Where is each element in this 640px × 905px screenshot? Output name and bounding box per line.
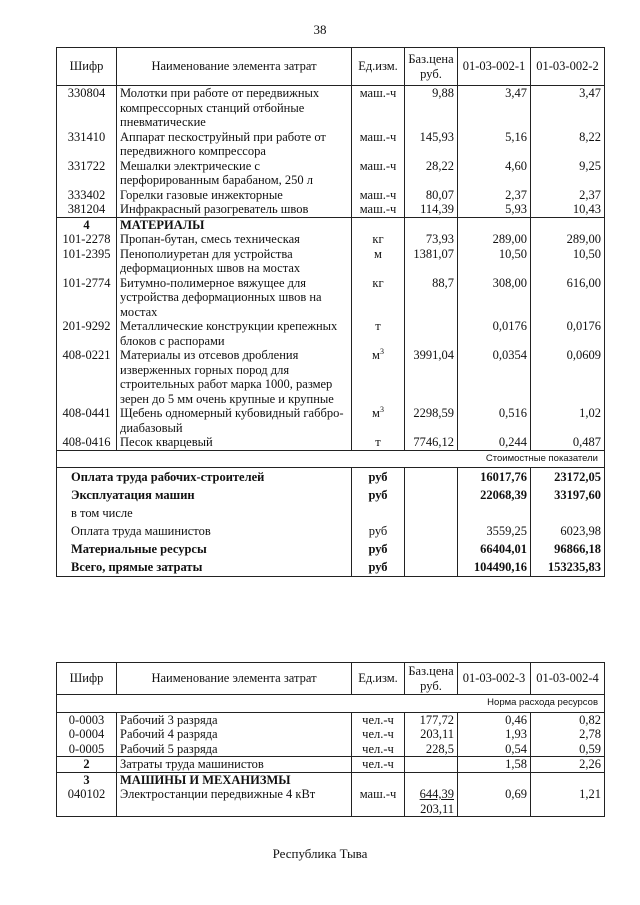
row-code: 0-0004 bbox=[57, 727, 117, 742]
section-row bbox=[57, 772, 605, 787]
row-code: 101-2278 bbox=[57, 232, 117, 247]
row-unit: маш.-ч bbox=[352, 202, 405, 217]
section-row bbox=[57, 217, 605, 232]
summary-name: Оплата труда машинистов bbox=[57, 522, 352, 540]
row-price: 7746,12 bbox=[405, 435, 458, 450]
row-norm-1: 5,16 bbox=[458, 130, 531, 159]
table-row bbox=[57, 727, 605, 742]
col-unit-header: Ед.изм. bbox=[352, 663, 405, 695]
row-unit: чел.-ч bbox=[352, 712, 405, 727]
row-norm-1: 0,0354 bbox=[458, 348, 531, 406]
section-title: Затраты труда машинистов bbox=[117, 757, 352, 773]
summary-value-1: 16017,76 bbox=[458, 468, 531, 487]
row-code: 101-2774 bbox=[57, 276, 117, 320]
row-norm-2: 8,22 bbox=[531, 130, 605, 159]
summary-row bbox=[57, 504, 605, 522]
row-norm-2: 2,78 bbox=[531, 727, 605, 742]
section-title: МАШИНЫ И МЕХАНИЗМЫ bbox=[117, 772, 352, 787]
row-name: Молотки при работе от передвижных компрессорных станций отбойные пневматические bbox=[117, 86, 352, 130]
summary-unit: руб bbox=[352, 522, 405, 540]
row-code: 0-0003 bbox=[57, 712, 117, 727]
row-norm-1: 0,244 bbox=[458, 435, 531, 450]
row-name: Материалы из отсевов дробления изверженных горных пород для строительных работ марка 1000, размер зерен до 5 мм очень крупные и крупные bbox=[117, 348, 352, 406]
row-code: 408-0416 bbox=[57, 435, 117, 450]
row-price: 9,88 bbox=[405, 86, 458, 130]
row-unit: т bbox=[352, 435, 405, 450]
row-name: Пенополиуретан для устройства деформационных швов на мостах bbox=[117, 247, 352, 276]
row-name: Аппарат пескоструйный при работе от передвижного компрессора bbox=[117, 130, 352, 159]
row-price: 203,11 bbox=[405, 727, 458, 742]
col-code-header: Шифр bbox=[57, 48, 117, 86]
row-unit: м bbox=[352, 247, 405, 276]
table-row bbox=[57, 319, 605, 348]
table-row bbox=[57, 202, 605, 217]
col-name-header: Наименование элемента затрат bbox=[117, 48, 352, 86]
table-row bbox=[57, 247, 605, 276]
table-header-row bbox=[57, 48, 605, 86]
page-footer-region: Республика Тыва bbox=[272, 846, 368, 861]
row-name: Рабочий 4 разряда bbox=[117, 727, 352, 742]
summary-row bbox=[57, 486, 605, 504]
summary-unit: руб bbox=[352, 486, 405, 504]
row-code: 408-0221 bbox=[57, 348, 117, 406]
row-price: 80,07 bbox=[405, 188, 458, 203]
row-name: Рабочий 5 разряда bbox=[117, 742, 352, 757]
col-code-header: Шифр bbox=[57, 663, 117, 695]
summary-name: Всего, прямые затраты bbox=[57, 558, 352, 577]
row-name: Мешалки электрические с перфорированным барабаном, 250 л bbox=[117, 159, 352, 188]
row-price: 88,7 bbox=[405, 276, 458, 320]
summary-value-2: 6023,98 bbox=[531, 522, 605, 540]
row-norm-2: 0,82 bbox=[531, 712, 605, 727]
row-name: Пропан-бутан, смесь техническая bbox=[117, 232, 352, 247]
row-norm-1: 1,93 bbox=[458, 727, 531, 742]
row-norm-1: 2,37 bbox=[458, 188, 531, 203]
row-code: 331410 bbox=[57, 130, 117, 159]
table-row bbox=[57, 188, 605, 203]
row-code: 381204 bbox=[57, 202, 117, 217]
row-norm-1: 0,46 bbox=[458, 712, 531, 727]
summary-unit bbox=[352, 504, 405, 522]
col-unit-header: Ед.изм. bbox=[352, 48, 405, 86]
row-price: 1381,07 bbox=[405, 247, 458, 276]
row-price bbox=[405, 787, 458, 817]
section-number: 3 bbox=[57, 772, 117, 787]
row-name: Электростанции передвижные 4 кВт bbox=[117, 787, 352, 817]
row-norm-2: 0,59 bbox=[531, 742, 605, 757]
row-norm-1: 289,00 bbox=[458, 232, 531, 247]
row-unit: кг bbox=[352, 276, 405, 320]
summary-unit: руб bbox=[352, 558, 405, 577]
row-unit: маш.-ч bbox=[352, 130, 405, 159]
row-name: Инфракрасный разогреватель швов bbox=[117, 202, 352, 217]
row-code: 0-0005 bbox=[57, 742, 117, 757]
table-row bbox=[57, 406, 605, 435]
row-code: 330804 bbox=[57, 86, 117, 130]
row-norm-2: 9,25 bbox=[531, 159, 605, 188]
summary-value-2: 33197,60 bbox=[531, 486, 605, 504]
row-norm-2: 0,487 bbox=[531, 435, 605, 450]
row-name: Битумно-полимерное вяжущее для устройства деформационных швов на мостах bbox=[117, 276, 352, 320]
summary-value-2: 96866,18 bbox=[531, 540, 605, 558]
row-code: 408-0441 bbox=[57, 406, 117, 435]
table-row bbox=[57, 276, 605, 320]
cost-indicators-caption: Стоимостные показатели bbox=[57, 450, 605, 468]
row-norm-1: 0,516 bbox=[458, 406, 531, 435]
row-code: 331722 bbox=[57, 159, 117, 188]
col-norm2-header: 01-03-002-2 bbox=[531, 48, 605, 86]
row-norm-1: 3,47 bbox=[458, 86, 531, 130]
summary-value-1: 104490,16 bbox=[458, 558, 531, 577]
summary-value-1: 3559,25 bbox=[458, 522, 531, 540]
row-unit: маш.-ч bbox=[352, 787, 405, 817]
section-number: 4 bbox=[57, 217, 117, 232]
summary-row bbox=[57, 468, 605, 487]
col-norm1-header: 01-03-002-1 bbox=[458, 48, 531, 86]
row-name: Металлические конструкции крепежных блоков с распорами bbox=[117, 319, 352, 348]
resource-table-2 bbox=[56, 662, 605, 817]
row-code: 040102 bbox=[57, 787, 117, 817]
summary-name: Эксплуатация машин bbox=[57, 486, 352, 504]
table-row bbox=[57, 86, 605, 130]
table-row bbox=[57, 787, 605, 817]
row-unit: т bbox=[352, 319, 405, 348]
row-unit: чел.-ч bbox=[352, 742, 405, 757]
row-price: 28,22 bbox=[405, 159, 458, 188]
table-row bbox=[57, 742, 605, 757]
row-price: 145,93 bbox=[405, 130, 458, 159]
row-price-secondary: 203,11 bbox=[420, 801, 454, 816]
row-name: Песок кварцевый bbox=[117, 435, 352, 450]
section-number: 2 bbox=[57, 757, 117, 773]
row-norm-1: 0,54 bbox=[458, 742, 531, 757]
row-price: 228,5 bbox=[405, 742, 458, 757]
row-unit: маш.-ч bbox=[352, 159, 405, 188]
table-row bbox=[57, 159, 605, 188]
table-row bbox=[57, 130, 605, 159]
table-row bbox=[57, 435, 605, 450]
row-price: 3991,04 bbox=[405, 348, 458, 406]
row-norm-1: 1,58 bbox=[458, 757, 531, 773]
table-row bbox=[57, 348, 605, 406]
row-unit: маш.-ч bbox=[352, 188, 405, 203]
row-unit: маш.-ч bbox=[352, 86, 405, 130]
col-price-header: Баз.цена руб. bbox=[405, 48, 458, 86]
section-title: МАТЕРИАЛЫ bbox=[117, 217, 352, 232]
row-price: 177,72 bbox=[405, 712, 458, 727]
row-price: 2298,59 bbox=[405, 406, 458, 435]
summary-name: в том числе bbox=[57, 504, 352, 522]
row-norm-2: 2,37 bbox=[531, 188, 605, 203]
row-unit: $м^3$ bbox=[352, 406, 405, 435]
summary-row bbox=[57, 558, 605, 577]
row-price-primary: 644,39 bbox=[419, 787, 454, 801]
section-row bbox=[57, 757, 605, 773]
row-name: Рабочий 3 разряда bbox=[117, 712, 352, 727]
row-code: 201-9292 bbox=[57, 319, 117, 348]
table-row bbox=[57, 712, 605, 727]
row-unit: $м^3$ bbox=[352, 348, 405, 406]
row-unit: чел.-ч bbox=[352, 757, 405, 773]
row-norm-2: 3,47 bbox=[531, 86, 605, 130]
row-norm-2: 10,43 bbox=[531, 202, 605, 217]
summary-value-2 bbox=[531, 504, 605, 522]
summary-value-1: 66404,01 bbox=[458, 540, 531, 558]
summary-value-2: 23172,05 bbox=[531, 468, 605, 487]
row-norm-1: 0,69 bbox=[458, 787, 531, 817]
caption-row bbox=[57, 450, 605, 468]
summary-unit: руб bbox=[352, 540, 405, 558]
row-norm-1: 308,00 bbox=[458, 276, 531, 320]
summary-name: Оплата труда рабочих-строителей bbox=[57, 468, 352, 487]
row-price: 114,39 bbox=[405, 202, 458, 217]
row-norm-1: 4,60 bbox=[458, 159, 531, 188]
summary-value-1: 22068,39 bbox=[458, 486, 531, 504]
summary-value-1 bbox=[458, 504, 531, 522]
summary-row bbox=[57, 540, 605, 558]
row-norm-2: 0,0176 bbox=[531, 319, 605, 348]
col-norm3-header: 01-03-002-3 bbox=[458, 663, 531, 695]
summary-row bbox=[57, 522, 605, 540]
col-norm4-header: 01-03-002-4 bbox=[531, 663, 605, 695]
col-name-header: Наименование элемента затрат bbox=[117, 663, 352, 695]
resource-table-1 bbox=[56, 47, 605, 577]
row-norm-2: 616,00 bbox=[531, 276, 605, 320]
row-code: 333402 bbox=[57, 188, 117, 203]
row-norm-1: 0,0176 bbox=[458, 319, 531, 348]
row-name: Горелки газовые инжекторные bbox=[117, 188, 352, 203]
row-norm-2: 2,26 bbox=[531, 757, 605, 773]
row-norm-2: 10,50 bbox=[531, 247, 605, 276]
caption-row bbox=[57, 695, 605, 713]
row-price: 73,93 bbox=[405, 232, 458, 247]
row-norm-1: 5,93 bbox=[458, 202, 531, 217]
row-norm-2: 1,21 bbox=[531, 787, 605, 817]
row-norm-1: 10,50 bbox=[458, 247, 531, 276]
page-number: 38 bbox=[313, 22, 327, 37]
row-unit: чел.-ч bbox=[352, 727, 405, 742]
row-price bbox=[405, 319, 458, 348]
summary-value-2: 153235,83 bbox=[531, 558, 605, 577]
row-unit: кг bbox=[352, 232, 405, 247]
summary-unit: руб bbox=[352, 468, 405, 487]
resource-norm-caption: Норма расхода ресурсов bbox=[57, 695, 605, 713]
table-header-row bbox=[57, 663, 605, 695]
row-name: Щебень одномерный кубовидный габбро-диабазовый bbox=[117, 406, 352, 435]
row-norm-2: 1,02 bbox=[531, 406, 605, 435]
summary-name: Материальные ресурсы bbox=[57, 540, 352, 558]
row-code: 101-2395 bbox=[57, 247, 117, 276]
row-norm-2: 289,00 bbox=[531, 232, 605, 247]
table-row bbox=[57, 232, 605, 247]
row-norm-2: 0,0609 bbox=[531, 348, 605, 406]
col-price-header: Баз.цена руб. bbox=[405, 663, 458, 695]
